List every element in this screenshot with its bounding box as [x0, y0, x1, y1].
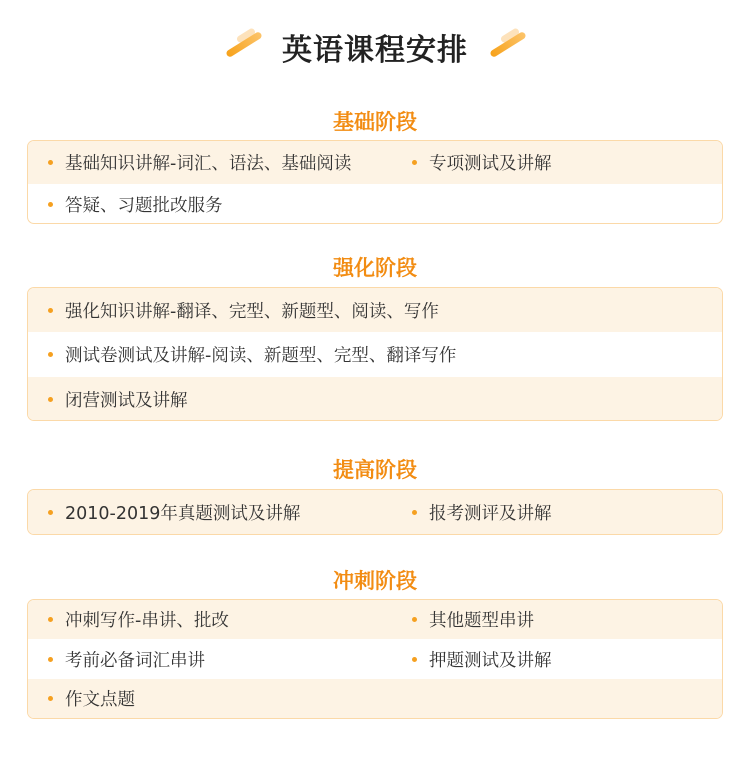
list-item: 作文点题 — [48, 686, 135, 711]
bullet-icon — [48, 202, 53, 207]
section-card-intensive — [27, 287, 723, 421]
list-item: 考前必备词汇串讲 — [48, 647, 205, 672]
list-row — [28, 288, 722, 332]
bullet-icon — [48, 397, 53, 402]
list-item: 闭营测试及讲解 — [48, 387, 188, 412]
list-row — [28, 600, 722, 639]
list-item: 2010-2019年真题测试及讲解 — [48, 500, 300, 525]
list-item: 冲刺写作-串讲、批改 — [48, 607, 229, 632]
list-row — [28, 679, 722, 718]
list-item: 强化知识讲解-翻译、完型、新题型、阅读、写作 — [48, 298, 439, 323]
bullet-icon — [412, 617, 417, 622]
list-row — [28, 377, 722, 421]
section-card-basic — [27, 140, 723, 224]
list-row — [28, 490, 722, 534]
list-item: 答疑、习题批改服务 — [48, 192, 223, 217]
decorative-stripes-icon — [486, 27, 528, 67]
list-item: 报考测评及讲解 — [412, 500, 552, 525]
list-row — [28, 639, 722, 679]
bullet-icon — [48, 160, 53, 165]
bullet-icon — [48, 657, 53, 662]
bullet-icon — [48, 352, 53, 357]
list-item: 押题测试及讲解 — [412, 647, 552, 672]
bullet-icon — [412, 657, 417, 662]
bullet-icon — [412, 160, 417, 165]
section-card-advanced — [27, 489, 723, 535]
section-title-advanced: 提高阶段 — [333, 458, 417, 482]
bullet-icon — [48, 617, 53, 622]
list-row — [28, 184, 722, 224]
section-title-basic: 基础阶段 — [333, 110, 417, 134]
page-title: 英语课程安排 — [282, 33, 468, 68]
bullet-icon — [48, 696, 53, 701]
bullet-icon — [48, 510, 53, 515]
list-item: 基础知识讲解-词汇、语法、基础阅读 — [48, 150, 351, 175]
list-item: 专项测试及讲解 — [412, 150, 552, 175]
list-item: 测试卷测试及讲解-阅读、新题型、完型、翻译写作 — [48, 342, 456, 367]
section-card-sprint — [27, 599, 723, 719]
bullet-icon — [412, 510, 417, 515]
decorative-stripes-icon — [222, 27, 264, 67]
list-row — [28, 141, 722, 184]
section-title-sprint: 冲刺阶段 — [333, 569, 417, 593]
list-item: 其他题型串讲 — [412, 607, 534, 632]
section-title-intensive: 强化阶段 — [333, 256, 417, 280]
list-row — [28, 332, 722, 377]
page-header — [0, 22, 750, 72]
bullet-icon — [48, 308, 53, 313]
